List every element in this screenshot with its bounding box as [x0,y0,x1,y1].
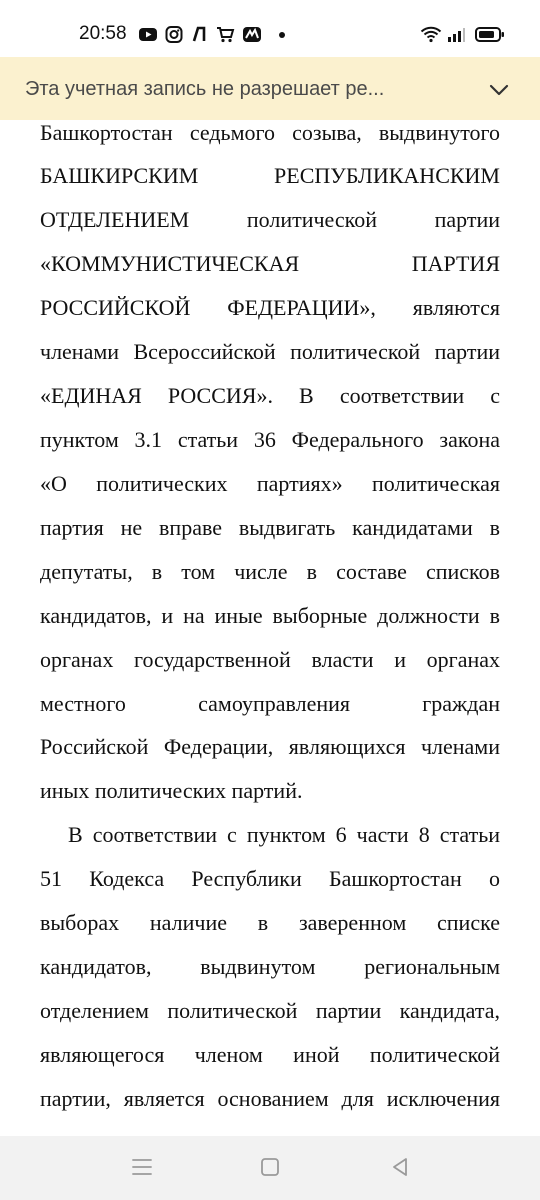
doc-line: ОТДЕЛЕНИЕМ политической партии [40,207,500,232]
doc-line: отделением политической партии кандидата, [40,998,500,1023]
cellular-signal-icon [446,24,466,44]
instagram-icon [164,24,184,44]
doc-line: В соответствии с пунктом 6 части 8 статьи [68,822,500,847]
status-time: 20:58 [79,23,127,44]
status-bar [0,0,540,60]
brand-app-icon [242,24,262,44]
doc-line: депутаты, в том числе в составе списков [40,559,500,584]
back-icon[interactable] [388,1155,412,1179]
cart-icon [215,24,235,44]
document-page [40,120,500,1136]
doc-line: пунктом 3.1 статьи 36 Федерального закона [40,427,500,452]
doc-line: Российской Федерации, являющихся членами [40,734,500,759]
letter-l-icon [190,24,210,44]
doc-line: БАШКИРСКИМ РЕСПУБЛИКАНСКИМ [40,163,500,188]
doc-line: партия не вправе выдвигать кандидатами в [40,515,500,540]
doc-line: местного самоуправления граждан [40,691,500,716]
doc-line: являющегося членом иной политической [40,1042,500,1067]
chevron-down-icon[interactable] [488,79,510,101]
home-icon[interactable] [258,1155,282,1179]
doc-line: кандидатов, выдвинутом региональным [40,954,500,979]
doc-line: 51 Кодекса Республики Башкортостан о [40,866,500,891]
doc-line: выборах наличие в заверенном списке [40,910,500,935]
banner-text: Эта учетная запись не разрешает ре... [25,78,385,100]
account-restriction-banner[interactable] [0,57,540,120]
wifi-icon [420,24,442,44]
battery-icon [475,24,505,44]
doc-line: кандидатов, и на иные выборные должности в [40,603,500,628]
doc-line: «ЕДИНАЯ РОССИЯ». В соответствии с [40,383,500,408]
dot-icon [272,24,292,44]
doc-line: партии, является основанием для исключения [40,1086,500,1111]
menu-icon[interactable] [130,1155,154,1179]
doc-line: членами Всероссийской политической партии [40,339,500,364]
doc-line: иных политических партий. [40,778,303,803]
youtube-icon [138,24,158,44]
doc-line: «КОММУНИСТИЧЕСКАЯ ПАРТИЯ [40,251,500,276]
doc-line: органах государственной власти и органах [40,647,500,672]
doc-line: РОССИЙСКОЙ ФЕДЕРАЦИИ», являются [40,295,500,320]
doc-line: «О политических партиях» политическая [40,471,500,496]
doc-line: Башкортостан седьмого созыва, выдвинутого [40,120,500,145]
